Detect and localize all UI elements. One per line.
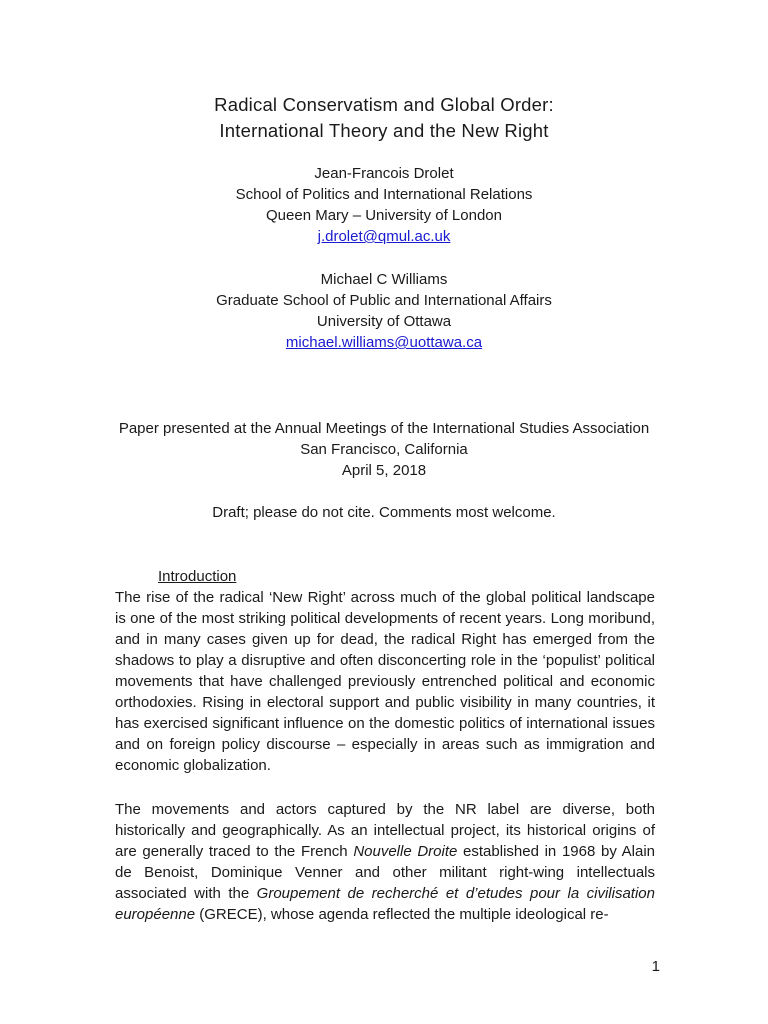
author-email-link[interactable]: j.drolet@qmul.ac.uk bbox=[317, 228, 451, 245]
author-department: Graduate School of Public and International Affairs bbox=[216, 292, 552, 309]
presentation-info bbox=[0, 418, 768, 481]
author-institution: Queen Mary – University of London bbox=[266, 207, 502, 224]
presentation-location: San Francisco, California bbox=[300, 441, 468, 458]
author-name: Michael C Williams bbox=[320, 271, 448, 288]
section-heading-introduction: Introduction bbox=[158, 568, 237, 585]
body-paragraph-2: The movements and actors captured by the NR label are diverse, both historically and geographically. As an intellectual project, its historical origins of are generally traced to the French Nouvelle Droite established in 1968 by Alain de Benoist, Dominique Venner and other militant right-wing intellectuals associated with the Groupement de recherché et d’etudes pour la civilisation européenne (GRECE), whose agenda reflected the multiple ideological re- bbox=[115, 801, 656, 923]
draft-note: Draft; please do not cite. Comments most welcome. bbox=[212, 504, 556, 521]
author-institution: University of Ottawa bbox=[316, 313, 452, 330]
italic-term: Groupement de recherché et d’etudes pour la civilisation européenne bbox=[115, 885, 655, 923]
presentation-venue: Paper presented at the Annual Meetings of the International Studies Association bbox=[118, 420, 650, 437]
page-number: 1 bbox=[651, 958, 660, 975]
author-block-2 bbox=[0, 269, 768, 353]
author-email-link[interactable]: michael.williams@uottawa.ca bbox=[285, 334, 483, 351]
paper-title bbox=[0, 92, 768, 144]
author-name: Jean-Francois Drolet bbox=[314, 165, 454, 182]
title-line-2: International Theory and the New Right bbox=[219, 120, 549, 141]
italic-term: Nouvelle Droite bbox=[353, 843, 458, 860]
author-department: School of Politics and International Relations bbox=[235, 186, 533, 203]
presentation-date: April 5, 2018 bbox=[341, 462, 427, 479]
body-paragraph-1: The rise of the radical ‘New Right’ across much of the global political landscape is one of the most striking political developments of recent years. Long moribund, and in many cases given up for dead, the radical Right has emerged from the shadows to play a disruptive and often disconcerting role in the ‘populist’ political movements that have challenged previously entrenched political and economic orthodoxies. Rising in electoral support and public visibility in many countries, it has exercised significant influence on the domestic politics of international issues and on foreign policy discourse – especially in areas such as immigration and economic globalization. bbox=[115, 589, 655, 774]
author-block-1 bbox=[0, 163, 768, 247]
title-line-1: Radical Conservatism and Global Order: bbox=[214, 94, 554, 115]
